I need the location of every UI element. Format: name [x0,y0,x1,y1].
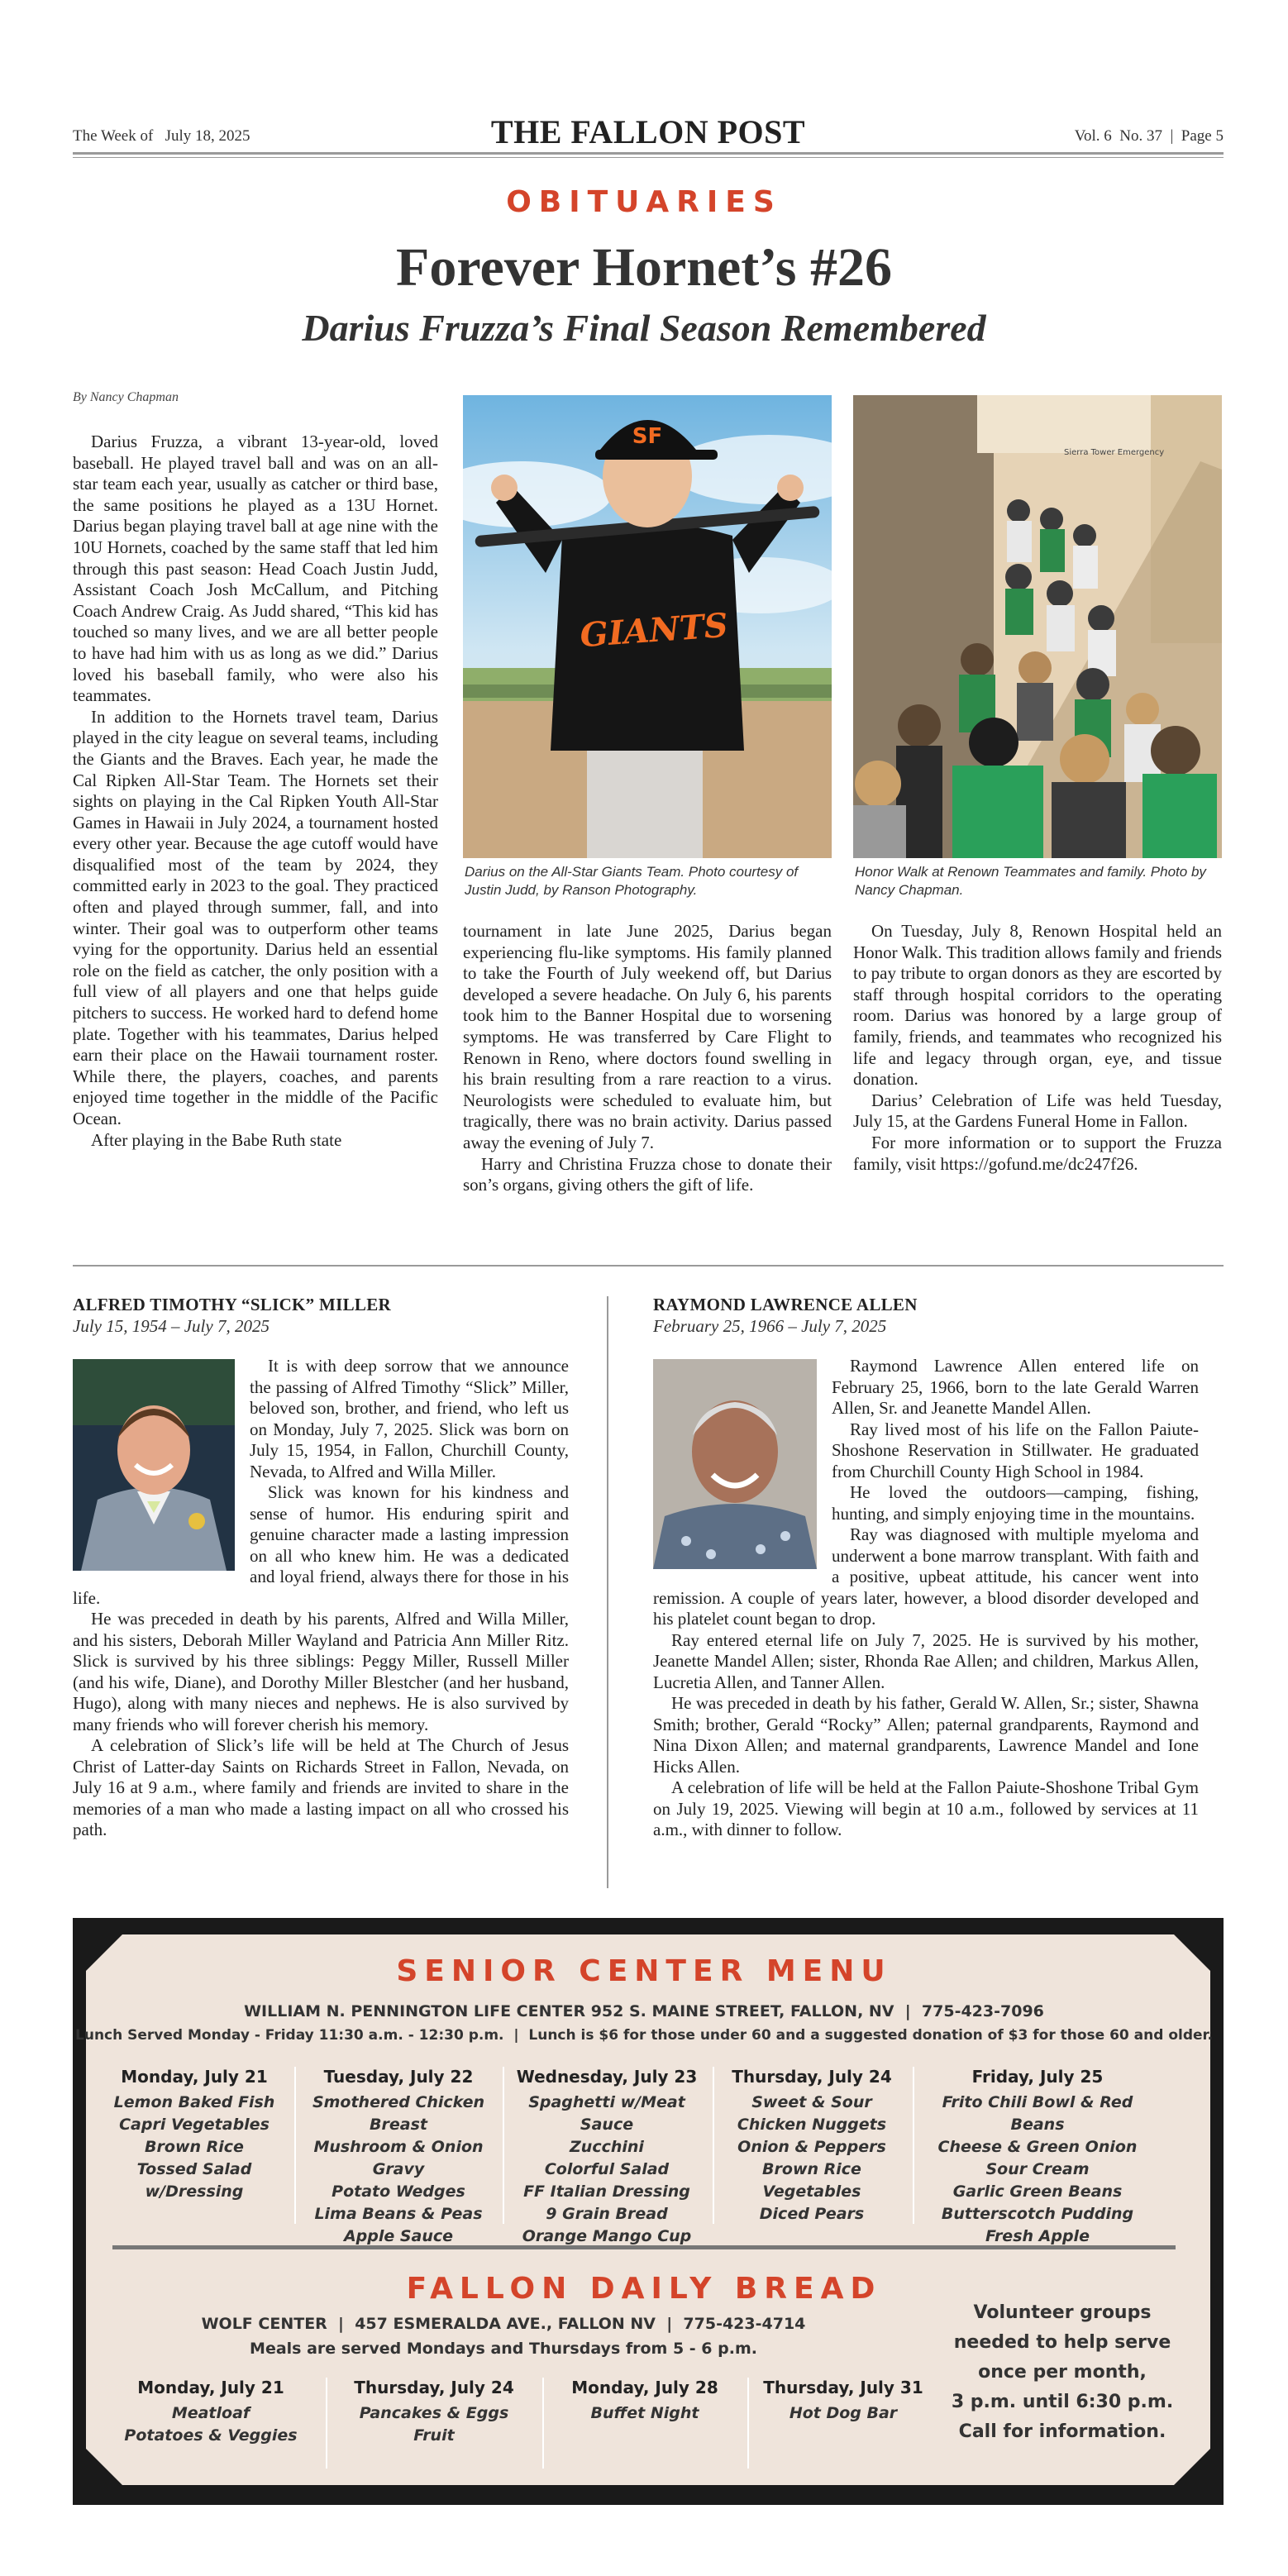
allen-photo-art [653,1359,817,1569]
cap-logo: SF [632,424,663,449]
miller-photo [73,1359,235,1571]
sign-text: Sierra Tower Emergency [1064,448,1165,457]
story-paragraph: Harry and Christina Fruzza chose to donate their son’s organs, giving others the gift of life. [463,1153,832,1195]
headline: Forever Hornet’s #26 [396,237,892,298]
senior-menu-title: SENIOR CENTER MENU [396,1954,892,1988]
section-label: OBITUARIES [506,185,782,219]
obit-paragraph: It is with deep sorrow that we announce the passing of Alfred Timothy “Slick” Miller, beloved son, brother, and friend, who left us on Monday, July 7, 2025. Slick was born on July 15, 1954, in Fallon, Churchill County, Nevada, to Alfred and Willa Miller. [250,1356,569,1481]
senior-day-2: Tuesday, July 22 Smothered Chicken Breast Mushroom & Onion Gravy Potato Wedges Lima Beans & Peas Apple Sauce [312,2067,485,2245]
story-paragraph: For more information or to support the Fruzza family, visit https://gofund.me/dc247f26. [853,1132,1222,1174]
menu-section-rule [112,2245,1176,2249]
senior-menu-address: WILLIAM N. PENNINGTON LIFE CENTER 952 S. MAINE STREET, FALLON, NV | 775-423-7096 [244,2002,1044,2020]
senior-day-3: Wednesday, July 23 Spaghetti w/Meat Sauce Zucchini Colorful Salad FF Italian Dressing 9 Grain Bread Orange Mango Cup [516,2067,698,2245]
bread-day-3: Monday, July 28 Buffet Night [571,2378,718,2422]
issue-week: The Week of July 18, 2025 [73,127,250,145]
miller-photo-art [73,1359,235,1571]
daily-bread-hours: Meals are served Mondays and Thursdays from 5 - 6 p.m. [250,2340,757,2358]
obit-paragraph: He loved the outdoors—camping, fishing, hunting, and simply enjoying time in the mountains. [832,1482,1199,1524]
story-paragraph: In addition to the Hornets travel team, Darius played in the city league on several teams, including the Giants and the Braves. Each year, he made the Cal Ripken All-Star Team. The Hornets set their sights on playing in the Cal Ripken Youth All-Star Games in Hawaii in July 2024, a tournament hosted every other year. Because the age cutoff would have disqualified most of the team by 2024, they committed early in 2023 to the goal. They practiced often and played through summer, fall, and into winter. Their goal was to outperform other teams vying for the opportunity. Darius held an essential role on the field as catcher, the only position with a full view of all players and one that helps guide pitchers to success. He worked hard to defend home plate. Together with his teammates, Darius helped earn their place on the Hawaii tournament roster. While there, the players, coaches, and parents enjoyed time together in the middle of the Pacific Ocean. [73,706,438,1128]
menu-divider [326,2378,327,2469]
menu-divider [542,2378,544,2469]
obit-paragraph: A celebration of Slick’s life will be held at The Church of Jesus Christ of Latter-day Saints on Richards Street in Fallon, Nevada, on July 16 at 9 a.m., where family and friends are invited to share in the memories of a man who made a lasting impact on all who crossed his path. [73,1735,569,1839]
obit-paragraph: Ray entered eternal life on July 7, 2025. He is survived by his mother, Jeanette Mandel Allen; sister, Rhonda Rae Allen; and children, Markus Allen, Lucretia Allen, and Tanner Allen. [653,1629,1199,1692]
story-paragraph: tournament in late June 2025, Darius began experiencing flu-like symptoms. His family planned to take the Fourth of July weekend off, but Darius developed a severe headache. On July 6, his parents took him to the Banner Hospital due to worsening symptoms. He was transferred by Care Flight to Renown in Reno, where doctors found swelling in his brain resulting from a rare reaction to a virus. Neurologists were scheduled to evaluate him, but tragically, there was no brain activity. Darius passed away the evening of July 7. [463,921,832,1152]
story-column-3 [853,921,1222,1175]
volunteer-note: Volunteer groups needed to help serve once per month, 3 p.m. until 6:30 p.m. Call for information. [951,2302,1174,2442]
volume-page: Vol. 6 No. 37 | Page 5 [1074,127,1224,145]
obit-paragraph: He was preceded in death by his father, Gerald W. Allen, Sr.; sister, Shawna Smith; brother, Gerald “Rocky” Allen; paternal grandparents, Raymond and Nina Dixon Allen; and maternal grandparents, Lawrence Mandel and Ione Hicks Allen. [653,1693,1199,1777]
story-column-1 [73,432,438,1151]
menu-divider [294,2067,296,2224]
darius-photo-art [463,395,832,858]
senior-day-1: Monday, July 21 Lemon Baked Fish Capri Vegetables Brown Rice Tossed Salad w/Dressing [113,2067,275,2201]
story-paragraph: After playing in the Babe Ruth state [91,1129,342,1150]
senior-day-4: Thursday, July 24 Sweet & Sour Chicken Nuggets Onion & Peppers Brown Rice Vegetables Diced Pears [732,2067,892,2223]
obit-paragraph: Slick was known for his kindness and sense of humor. His enduring spirit and genuine character made a lasting impression on all who knew him. He was a dedicated and loyal friend, always there for those in his life. [73,1482,569,1608]
obit-body-allen [653,1356,1199,1841]
daily-bread-title: FALLON DAILY BREAD [406,2272,882,2306]
obit-paragraph: Raymond Lawrence Allen entered life on February 25, 1966, born to the late Gerald Warren Allen, Sr. and Jeanette Mandel Allen. [832,1356,1199,1418]
column-divider [607,1296,608,1888]
obit-dates-miller: July 15, 1954 – July 7, 2025 [73,1316,270,1336]
obit-paragraph: He was preceded in death by his parents, Alfred and Willa Miller, and his sisters, Deborah Miller Wayland and Patricia Ann Miller Ritz. Slick is survived by his three siblings: Peggy Miller, Russell Miller (and his wife, Diane), and Dorothy Miller Blestcher (and her husband, Hugo), along with many nieces and nephews. He is also survived by many friends who will forever cherish his memory. [73,1609,569,1734]
photo-caption-darius: Darius on the All-Star Giants Team. Photo courtesy of Justin Judd, by Ranson Photography. [465,864,799,898]
story-paragraph: Darius’ Celebration of Life was held Tuesday, July 15, at the Gardens Funeral Home in Fallon. [853,1090,1222,1132]
menu-divider [747,2378,749,2469]
allen-photo [653,1359,817,1569]
menu-divider [713,2067,714,2224]
masthead-rule-thin [73,157,1224,158]
subheadline: Darius Fruzza’s Final Season Remembered [302,307,986,349]
daily-bread-address: WOLF CENTER | 457 ESMERALDA AVE., FALLON NV | 775-423-4714 [201,2315,806,2333]
story-column-2 [463,921,832,1196]
obit-paragraph: Ray lived most of his life on the Fallon Paiute-Shoshone Reservation in Stillwater. He graduated from Churchill County High School in 1984. [832,1419,1199,1481]
darius-photo [463,395,832,858]
senior-menu-hours: Lunch Served Monday - Friday 11:30 a.m. - 12:30 p.m. | Lunch is $6 for those under 60 and a suggested donation of $3 for those 60 and older. [75,2027,1213,2044]
bread-day-1: Monday, July 21 Meatloaf Potatoes & Veggies [124,2378,298,2445]
honor-walk-photo-art [853,395,1222,858]
obit-body-miller [73,1356,569,1841]
story-paragraph: Darius Fruzza, a vibrant 13-year-old, loved baseball. He played travel ball and was on an all-star team each year, usually as catcher or third base, the same positions he played as a 13U Hornet. Darius began playing travel ball at age nine with the 10U Hornets, coached by the same staff that led him through this past season: Head Coach Justin Judd, Assistant Coach Josh McCallum, and Pitching Coach Andrew Craig. As Judd shared, “This kid has touched so many lives, and we are all better people to have had him with us as long as we did.” Darius loved his baseball family, who were also his teammates. [73,432,438,706]
obit-name-allen: RAYMOND LAWRENCE ALLEN [653,1295,918,1314]
bread-day-4: Thursday, July 31 Hot Dog Bar [763,2378,923,2422]
obit-name-miller: ALFRED TIMOTHY “SLICK” MILLER [73,1295,392,1314]
obit-dates-allen: February 25, 1966 – July 7, 2025 [653,1316,887,1336]
senior-day-5: Friday, July 25 Frito Chili Bowl & Red Beans Cheese & Green Onion Sour Cream Garlic Green Beans Butterscotch Pudding Fresh Apple [937,2067,1138,2245]
obit-paragraph: A celebration of life will be held at the Fallon Paiute-Shoshone Tribal Gym on July 19, 2025. Viewing will begin at 10 a.m., followed by services at 11 a.m., with dinner to follow. [653,1777,1199,1839]
masthead-rule [73,152,1224,155]
byline: By Nancy Chapman [73,390,179,404]
photo-caption-honor-walk: Honor Walk at Renown Teammates and family. Photo by Nancy Chapman. [855,864,1206,898]
jersey-text: GIANTS [579,605,730,656]
menu-divider [913,2067,914,2224]
menu-divider [503,2067,504,2224]
obit-paragraph: Ray was diagnosed with multiple myeloma and underwent a bone marrow transplant. With faith and a positive, upbeat attitude, his cancer went into remission. A couple of years later, however, a blood disorder developed and his platelet count began to drop. [653,1524,1199,1629]
paper-title: THE FALLON POST [490,113,806,150]
section-divider [73,1265,1224,1267]
bread-day-2: Thursday, July 24 Pancakes & Eggs Fruit [354,2378,514,2445]
honor-walk-photo [853,395,1222,858]
story-paragraph: On Tuesday, July 8, Renown Hospital held an Honor Walk. This tradition allows family and friends to pay tribute to organ donors as they are escorted by staff through hospital corridors to the operating room. Darius was honored by a large group of family, friends, and teammates who recognized his life and legacy through organ, eye, and tissue donation. [853,921,1222,1090]
